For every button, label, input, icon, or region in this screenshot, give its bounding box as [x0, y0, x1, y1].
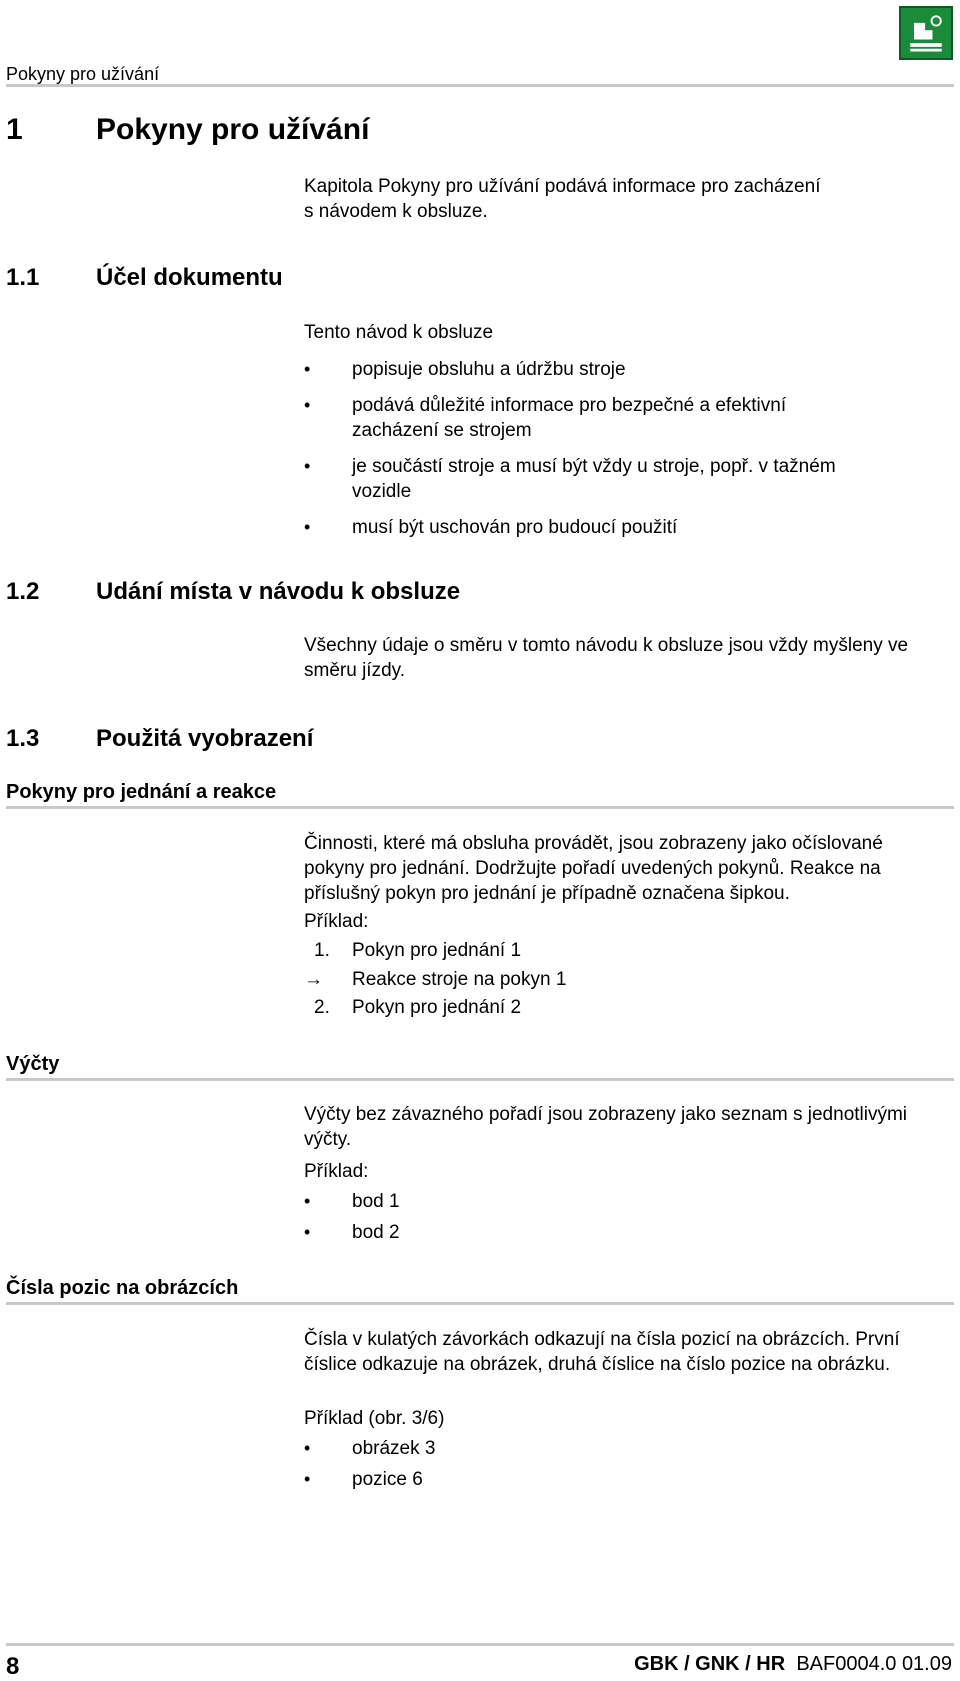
positions-example-label: Příklad (obr. 3/6) — [304, 1408, 445, 1429]
section-1-1-title: Účel dokumentu — [96, 264, 283, 291]
arrow-icon: → — [304, 969, 323, 990]
section-1-2-body: Všechny údaje o směru v tomto návodu k obsluze jsou vždy myšleny ve směru jízdy. — [304, 635, 909, 681]
section-1-body-line-2: s návodem k obsluze. — [304, 201, 488, 222]
lists-rule — [6, 1078, 954, 1081]
instructions-body: Činnosti, které má obsluha provádět, jsou zobrazeny jako očíslované pokyny pro jednání. Dodržujte pořadí uvedených pokynů. Reakce na příslušný pokyn pro jednání je případně označena šipkou. — [304, 833, 883, 904]
page-number: 8 — [6, 1653, 20, 1680]
running-header-title: Pokyny pro užívání — [6, 64, 160, 84]
step-text: Pokyn pro jednání 2 — [352, 997, 522, 1018]
lists-heading: Výčty — [6, 1053, 60, 1075]
document-code-bold: GBK / GNK / HR — [634, 1653, 786, 1675]
section-1-number: 1 — [6, 113, 23, 146]
section-1-1-number: 1.1 — [6, 264, 40, 291]
positions-heading: Čísla pozic na obrázcích — [6, 1277, 239, 1299]
section-1-3-title: Použitá vyobrazení — [96, 725, 314, 752]
positions-rule — [6, 1302, 954, 1305]
section-1-3-number: 1.3 — [6, 725, 40, 752]
list-item: • je součástí stroje a musí být vždy u stroje, popř. v tažném vozidle — [304, 454, 944, 504]
list-item: • bod 1 — [304, 1189, 944, 1214]
instruction-step-1 — [304, 938, 944, 963]
document-code-version: BAF0004.0 01.09 — [796, 1653, 952, 1675]
section-1-body-line-1: Kapitola Pokyny pro užívání podává informace pro zacházení — [304, 176, 821, 197]
step-number: 2. — [314, 997, 330, 1018]
section-1-2-title: Udání místa v návodu k obsluze — [96, 578, 461, 605]
list-item: • musí být uschován pro budoucí použití — [304, 515, 944, 540]
step-number: 1. — [314, 940, 330, 961]
positions-example-items — [304, 1436, 944, 1492]
lists-body: Výčty bez závazného pořadí jsou zobrazeny jako seznam s jednotlivými výčty. — [304, 1104, 908, 1150]
section-1-1-bullets — [304, 357, 944, 540]
header-rule — [6, 84, 954, 87]
instructions-heading: Pokyny pro jednání a reakce — [6, 781, 277, 803]
list-item: • obrázek 3 — [304, 1436, 944, 1461]
positions-body: Čísla v kulatých závorkách odkazují na čísla pozicí na obrázcích. První číslice odkazuje na obrázek, druhá číslice na číslo pozice na obrázku. — [304, 1329, 900, 1375]
instructions-example-label: Příklad: — [304, 911, 369, 932]
list-item: • popisuje obsluhu a údržbu stroje — [304, 357, 944, 382]
step-text: Reakce stroje na pokyn 1 — [352, 969, 567, 990]
step-text: Pokyn pro jednání 1 — [352, 940, 522, 961]
list-item: • bod 2 — [304, 1220, 944, 1245]
section-1-body — [304, 174, 944, 224]
instruction-step-2 — [304, 995, 944, 1020]
section-1-title: Pokyny pro užívání — [96, 113, 370, 146]
document-code — [634, 1653, 952, 1676]
instruction-reaction — [304, 967, 944, 992]
section-1-1-intro: Tento návod k obsluze — [304, 322, 494, 343]
list-item: • pozice 6 — [304, 1467, 944, 1492]
lists-example-items — [304, 1189, 944, 1245]
instructions-rule — [6, 806, 954, 809]
lists-example-label: Příklad: — [304, 1161, 369, 1182]
amazone-logo — [899, 6, 953, 60]
footer-rule — [6, 1643, 954, 1646]
list-item: • podává důležité informace pro bezpečné a efektivní zacházení se strojem — [304, 393, 944, 443]
section-1-2-number: 1.2 — [6, 578, 40, 605]
